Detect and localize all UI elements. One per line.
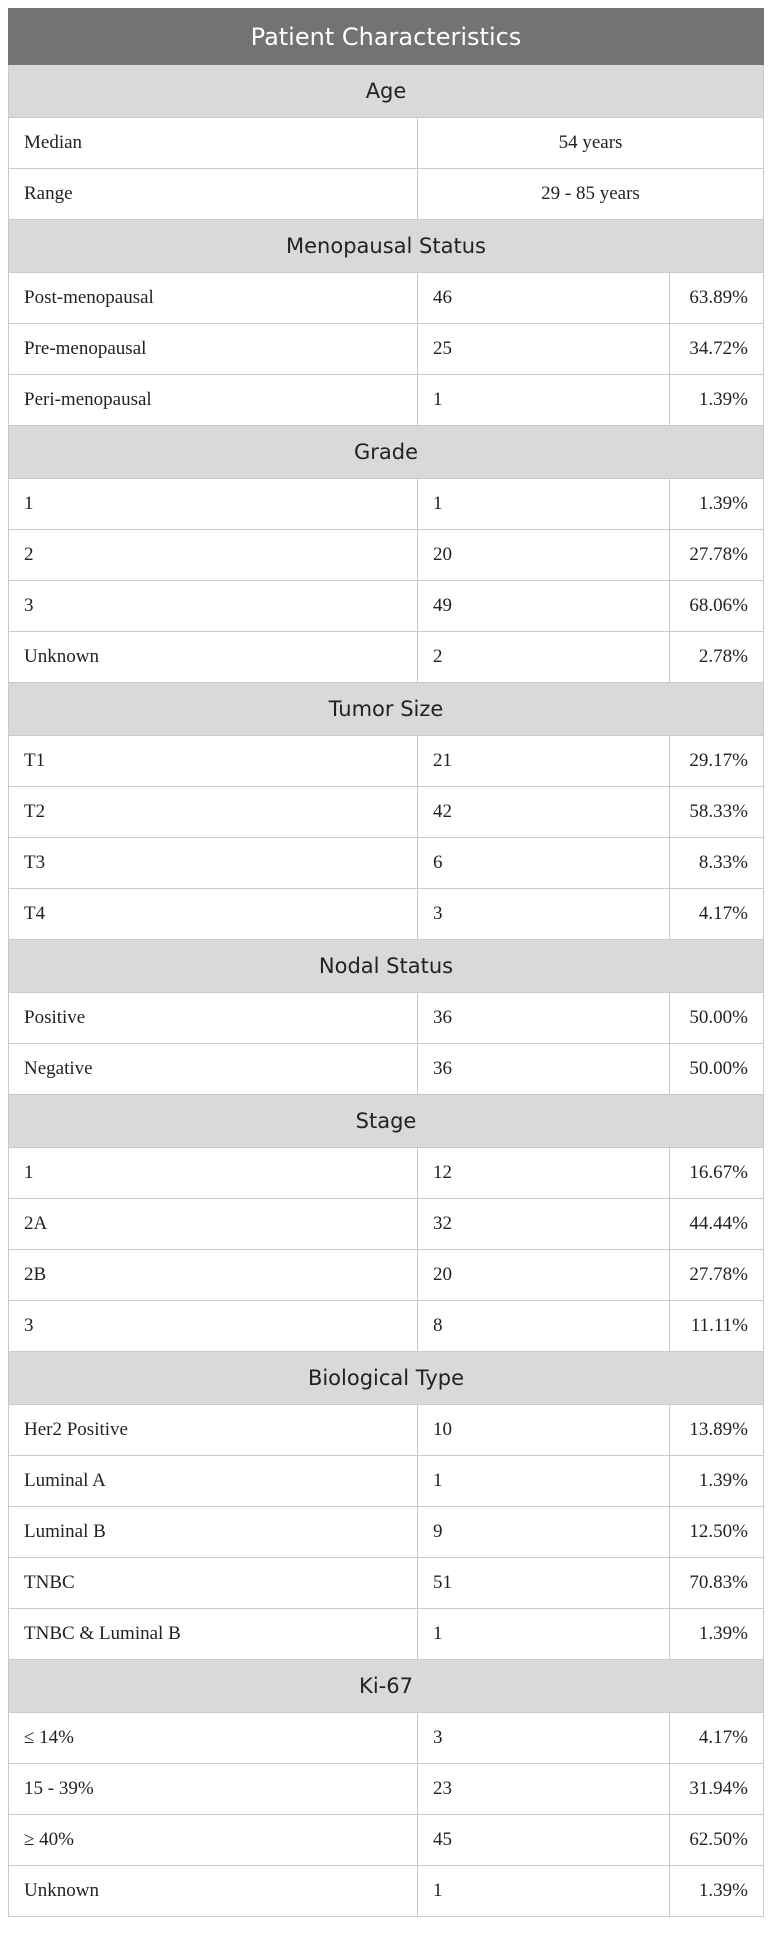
- section-header-row: [9, 1660, 764, 1713]
- section-header-menopausal-status: Menopausal Status: [9, 220, 764, 273]
- table-row: [9, 1148, 764, 1199]
- row-label: 1: [9, 479, 418, 530]
- row-count: 10: [418, 1405, 670, 1456]
- table-title: Patient Characteristics: [9, 9, 764, 65]
- row-percent: 68.06%: [670, 581, 764, 632]
- row-label: T1: [9, 736, 418, 787]
- table-row: [9, 1764, 764, 1815]
- row-label: Luminal A: [9, 1456, 418, 1507]
- row-label: 15 - 39%: [9, 1764, 418, 1815]
- row-percent: 8.33%: [670, 838, 764, 889]
- row-count: 51: [418, 1558, 670, 1609]
- row-percent: 50.00%: [670, 993, 764, 1044]
- row-count: 46: [418, 273, 670, 324]
- row-label: 1: [9, 1148, 418, 1199]
- row-count: 20: [418, 530, 670, 581]
- table-row: [9, 1609, 764, 1660]
- row-label: ≤ 14%: [9, 1713, 418, 1764]
- section-header-row: [9, 1095, 764, 1148]
- row-label: 3: [9, 1301, 418, 1352]
- row-label: Range: [9, 169, 418, 220]
- table-row: [9, 169, 764, 220]
- table-row: [9, 530, 764, 581]
- section-header-row: [9, 426, 764, 479]
- table-body: [9, 9, 764, 1917]
- row-label: Her2 Positive: [9, 1405, 418, 1456]
- table-row: [9, 889, 764, 940]
- section-header-grade: Grade: [9, 426, 764, 479]
- row-label: Peri-menopausal: [9, 375, 418, 426]
- section-header-row: [9, 65, 764, 118]
- table-row: [9, 1199, 764, 1250]
- patient-characteristics-table: [8, 8, 764, 1917]
- table-row: [9, 1558, 764, 1609]
- row-percent: 12.50%: [670, 1507, 764, 1558]
- row-label: 3: [9, 581, 418, 632]
- table-row: [9, 273, 764, 324]
- section-header-stage: Stage: [9, 1095, 764, 1148]
- row-label: Unknown: [9, 632, 418, 683]
- row-count: 8: [418, 1301, 670, 1352]
- table-row: [9, 1456, 764, 1507]
- row-count: 23: [418, 1764, 670, 1815]
- section-header-ki-67: Ki-67: [9, 1660, 764, 1713]
- row-label: 2A: [9, 1199, 418, 1250]
- table-row: [9, 838, 764, 889]
- row-label: Median: [9, 118, 418, 169]
- row-count: 1: [418, 479, 670, 530]
- row-label: TNBC & Luminal B: [9, 1609, 418, 1660]
- row-count: 1: [418, 375, 670, 426]
- row-percent: 58.33%: [670, 787, 764, 838]
- table-row: [9, 787, 764, 838]
- row-count: 36: [418, 993, 670, 1044]
- row-count: 1: [418, 1456, 670, 1507]
- row-label: T3: [9, 838, 418, 889]
- row-label: Unknown: [9, 1866, 418, 1917]
- table-row: [9, 375, 764, 426]
- section-header-age: Age: [9, 65, 764, 118]
- row-percent: 62.50%: [670, 1815, 764, 1866]
- row-percent: 1.39%: [670, 375, 764, 426]
- row-percent: 1.39%: [670, 479, 764, 530]
- table-row: [9, 1044, 764, 1095]
- row-count: 36: [418, 1044, 670, 1095]
- section-header-row: [9, 220, 764, 273]
- table-row: [9, 632, 764, 683]
- row-percent: 11.11%: [670, 1301, 764, 1352]
- row-label: T4: [9, 889, 418, 940]
- table-row: [9, 1815, 764, 1866]
- row-percent: 50.00%: [670, 1044, 764, 1095]
- row-count: 32: [418, 1199, 670, 1250]
- row-count: 12: [418, 1148, 670, 1199]
- row-percent: 13.89%: [670, 1405, 764, 1456]
- patient-characteristics-table-wrapper: [8, 8, 763, 1917]
- row-count: 1: [418, 1609, 670, 1660]
- row-label: Post-menopausal: [9, 273, 418, 324]
- table-row: [9, 1250, 764, 1301]
- table-title-row: [9, 9, 764, 65]
- row-count: 3: [418, 1713, 670, 1764]
- row-percent: 2.78%: [670, 632, 764, 683]
- row-label: T2: [9, 787, 418, 838]
- row-count: 21: [418, 736, 670, 787]
- row-percent: 27.78%: [670, 530, 764, 581]
- row-percent: 16.67%: [670, 1148, 764, 1199]
- row-percent: 44.44%: [670, 1199, 764, 1250]
- row-count: 42: [418, 787, 670, 838]
- row-label: TNBC: [9, 1558, 418, 1609]
- row-count: 45: [418, 1815, 670, 1866]
- row-label: 2: [9, 530, 418, 581]
- row-count: 3: [418, 889, 670, 940]
- table-row: [9, 479, 764, 530]
- row-percent: 31.94%: [670, 1764, 764, 1815]
- table-row: [9, 581, 764, 632]
- row-percent: 70.83%: [670, 1558, 764, 1609]
- section-header-row: [9, 940, 764, 993]
- row-count: 49: [418, 581, 670, 632]
- section-header-tumor-size: Tumor Size: [9, 683, 764, 736]
- table-row: [9, 1507, 764, 1558]
- table-row: [9, 993, 764, 1044]
- row-percent: 4.17%: [670, 1713, 764, 1764]
- row-value: 29 - 85 years: [418, 169, 764, 220]
- row-percent: 1.39%: [670, 1866, 764, 1917]
- row-count: 2: [418, 632, 670, 683]
- row-percent: 29.17%: [670, 736, 764, 787]
- row-count: 20: [418, 1250, 670, 1301]
- table-row: [9, 1301, 764, 1352]
- row-label: Positive: [9, 993, 418, 1044]
- table-row: [9, 1713, 764, 1764]
- row-percent: 27.78%: [670, 1250, 764, 1301]
- row-percent: 1.39%: [670, 1456, 764, 1507]
- table-row: [9, 1405, 764, 1456]
- row-count: 6: [418, 838, 670, 889]
- table-row: [9, 118, 764, 169]
- section-header-row: [9, 1352, 764, 1405]
- table-row: [9, 1866, 764, 1917]
- row-value: 54 years: [418, 118, 764, 169]
- row-percent: 63.89%: [670, 273, 764, 324]
- row-percent: 4.17%: [670, 889, 764, 940]
- table-row: [9, 324, 764, 375]
- section-header-nodal-status: Nodal Status: [9, 940, 764, 993]
- row-label: Luminal B: [9, 1507, 418, 1558]
- section-header-biological-type: Biological Type: [9, 1352, 764, 1405]
- row-percent: 1.39%: [670, 1609, 764, 1660]
- row-label: ≥ 40%: [9, 1815, 418, 1866]
- row-count: 9: [418, 1507, 670, 1558]
- row-count: 25: [418, 324, 670, 375]
- row-count: 1: [418, 1866, 670, 1917]
- row-label: Negative: [9, 1044, 418, 1095]
- table-row: [9, 736, 764, 787]
- row-percent: 34.72%: [670, 324, 764, 375]
- row-label: Pre-menopausal: [9, 324, 418, 375]
- row-label: 2B: [9, 1250, 418, 1301]
- section-header-row: [9, 683, 764, 736]
